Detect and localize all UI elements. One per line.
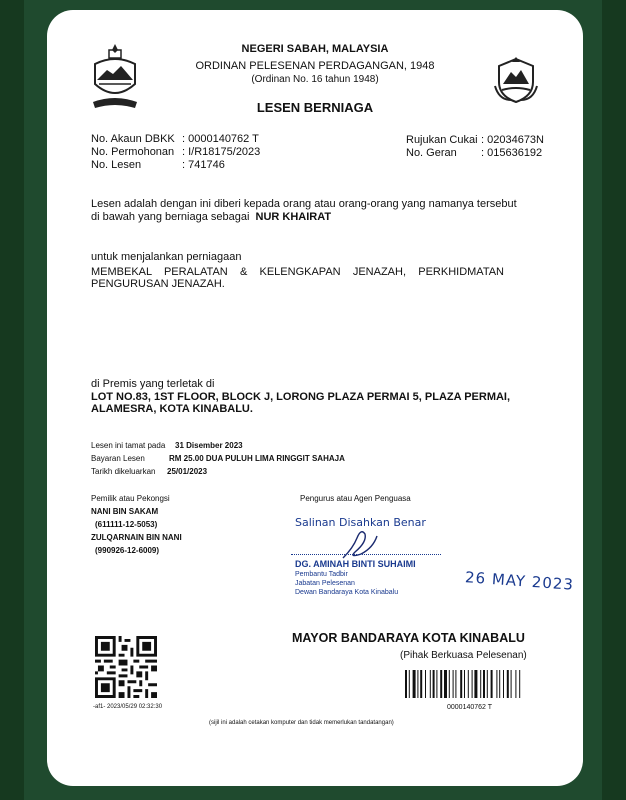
barcode-bar — [455, 670, 456, 698]
barcode-bar — [425, 670, 426, 698]
officer-council: Dewan Bandaraya Kota Kinabalu — [295, 589, 399, 596]
officer-name: DG. AMINAH BINTI SUHAIMI — [295, 559, 416, 569]
barcode-bar — [453, 670, 454, 698]
license-document — [47, 10, 583, 786]
barcode-bar — [499, 670, 500, 698]
signature-line — [291, 554, 441, 555]
barcode-bar — [503, 670, 504, 698]
owner-name: NANI BIN SAKAM — [91, 507, 159, 516]
certified-copy-stamp: Salinan Disahkan Benar — [295, 516, 426, 529]
barcode-bar — [436, 670, 437, 698]
grant-no-label: No. Geran — [406, 147, 457, 159]
owner-ic: (990926-12-6009) — [95, 546, 160, 555]
business-name: NUR KHAIRAT — [255, 211, 332, 223]
barcode-bar — [487, 670, 488, 698]
premises-address-line1: LOT NO.83, 1ST FLOOR, BLOCK J, LORONG PLAZA PERMAI 5, PLAZA PERMAI, — [91, 391, 511, 403]
license-no-label: No. Lesen — [91, 159, 142, 171]
account-no-value: : 0000140762 T — [182, 133, 259, 145]
barcode-bar — [507, 670, 509, 698]
barcode-bar — [474, 670, 477, 698]
barcode-bar — [460, 670, 462, 698]
frame-edge-right — [602, 0, 626, 800]
grant-statement-text: di bawah yang berniaga sebagai — [91, 211, 250, 223]
owner-ic: (611111-12-5053) — [95, 520, 158, 529]
barcode-bar — [449, 670, 450, 698]
owners-label: Pemilik atau Pekongsi — [91, 494, 170, 503]
barcode-bar — [464, 670, 465, 698]
barcode-bar — [468, 670, 469, 698]
barcode-bar — [444, 670, 447, 698]
document-title: LESEN BERNIAGA — [256, 100, 374, 115]
barcode-bar — [511, 670, 512, 698]
grant-statement-line1: Lesen adalah dengan ini diberi kepada orang atau orang-orang yang namanya tersebut — [91, 198, 517, 210]
barcode-bar — [483, 670, 485, 698]
officer-title: Pembantu Tadbir — [295, 571, 348, 578]
frame-edge-left — [0, 0, 24, 800]
grant-statement-line2 — [91, 211, 331, 224]
barcode-bar — [491, 670, 493, 698]
ordinance-number: (Ordinan No. 16 tahun 1948) — [251, 74, 379, 85]
state-heading: NEGERI SABAH, MALAYSIA — [241, 43, 389, 55]
authority-label: (Pihak Berkuasa Pelesenan) — [400, 650, 527, 661]
owner-name: ZULQARNAIN BIN NANI — [91, 533, 182, 542]
signature-icon — [339, 524, 383, 564]
grant-no-value: : 015636192 — [481, 147, 543, 159]
issued-value: 25/01/2023 — [167, 467, 208, 476]
issued-label: Tarikh dikeluarkan — [91, 467, 156, 476]
business-activity-line2: PENGURUSAN JENAZAH. — [91, 278, 225, 290]
purpose-label: untuk menjalankan perniagaan — [91, 251, 242, 263]
application-no-label: No. Permohonan — [91, 146, 175, 158]
barcode-bar — [433, 670, 435, 698]
barcode-bar — [496, 670, 497, 698]
agent-label: Pengurus atau Agen Penguasa — [300, 494, 411, 503]
license-no-value: : 741746 — [182, 159, 225, 171]
tax-ref-label: Rujukan Cukai — [406, 134, 478, 146]
barcode-bar — [405, 670, 407, 698]
barcode-bar — [480, 670, 481, 698]
application-no-value: : I/R18175/2023 — [182, 146, 261, 158]
date-stamp: 26 MAY 2023 — [464, 568, 575, 594]
barcode-icon — [405, 670, 545, 698]
barcode-bar — [413, 670, 416, 698]
qr-caption: -af1- 2023/05/29 02:32:30 — [93, 704, 163, 710]
barcode-bar — [417, 670, 418, 698]
barcode-bar — [440, 670, 442, 698]
qr-code-icon — [95, 636, 157, 698]
computer-print-note: (sijil ini adalah cetakan komputer dan tidak memerlukan tandatangan) — [209, 720, 394, 726]
premises-address-line2: ALAMESRA, KOTA KINABALU. — [91, 403, 253, 415]
account-no-label: No. Akaun DBKK — [91, 133, 175, 145]
barcode-caption: 0000140762 T — [447, 704, 493, 711]
business-activity-line1: MEMBEKAL PERALATAN & KELENGKAPAN JENAZAH, PERKHIDMATAN — [91, 266, 504, 278]
ordinance-heading: ORDINAN PELESENAN PERDAGANGAN, 1948 — [195, 60, 435, 72]
fee-value: RM 25.00 DUA PULUH LIMA RINGGIT SAHAJA — [169, 454, 345, 463]
expiry-value: 31 Disember 2023 — [175, 441, 243, 450]
barcode-bar — [420, 670, 422, 698]
expiry-label: Lesen ini tamat pada — [91, 441, 166, 450]
barcode-bar — [519, 670, 520, 698]
barcode-bar — [472, 670, 473, 698]
premises-label: di Premis yang terletak di — [91, 378, 215, 390]
barcode-bar — [409, 670, 410, 698]
mayor-title: MAYOR BANDARAYA KOTA KINABALU — [292, 631, 525, 645]
officer-department: Jabatan Pelesenan — [295, 580, 355, 587]
fee-label: Bayaran Lesen — [91, 454, 145, 463]
barcode-bar — [515, 670, 516, 698]
tax-ref-value: : 02034673N — [481, 134, 544, 146]
barcode-bar — [430, 670, 431, 698]
